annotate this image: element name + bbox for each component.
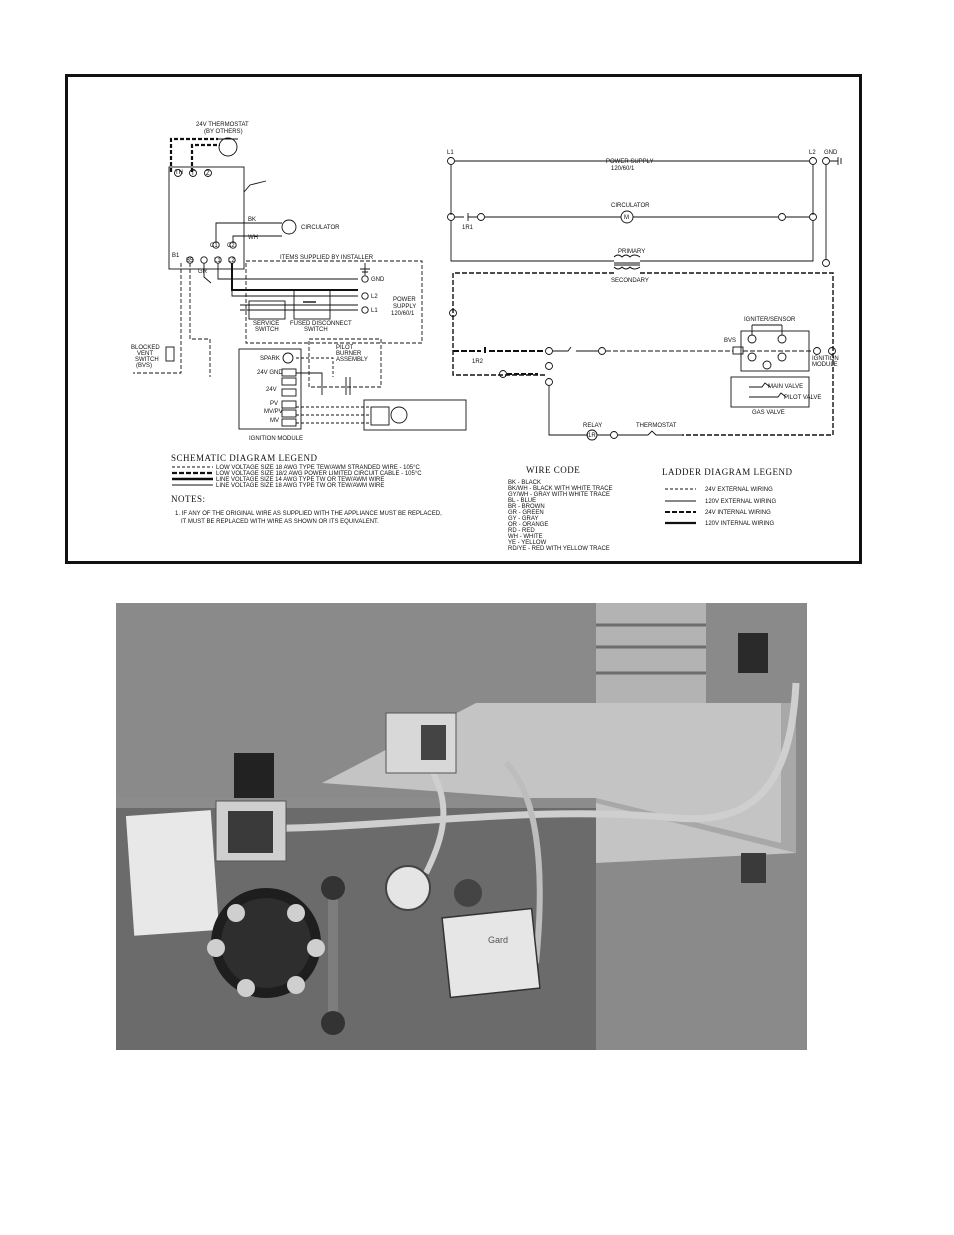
ladder-legend-title: LADDER DIAGRAM LEGEND <box>662 467 793 477</box>
terminal-b5: B5 <box>186 258 194 264</box>
ladder-igniter-sensor-label: IGNITER/SENSOR <box>744 317 796 323</box>
wire-code-row: WH - WHITE <box>508 534 543 540</box>
power-supply-label-2: SUPPLY <box>393 304 417 310</box>
schematic-legend-item-4: LINE VOLTAGE SIZE 18 AWG TYPE TW OR TEW/AWM WIRE <box>216 483 385 489</box>
ladder-power-supply-rating: 120/60/1 <box>611 166 635 172</box>
service-switch-label: SERVICE <box>253 321 280 327</box>
wiring-diagram-svg <box>68 77 859 561</box>
ignition-module-label: IGNITION MODULE <box>249 436 304 442</box>
wire-code-row: BL - BLUE <box>508 498 537 504</box>
ladder-power-supply-label: POWER SUPPLY <box>606 159 654 165</box>
wire-gr-label: GR <box>198 269 207 275</box>
wire-code-row: GR - GREEN <box>508 510 544 516</box>
photo-control-brand: Gard <box>488 935 509 945</box>
wire-code-row: BR - BROWN <box>508 504 545 510</box>
wire-code-row: GY/WH - GRAY WITH WHITE TRACE <box>508 492 610 498</box>
ladder-bvs-label: BVS <box>724 338 737 344</box>
terminal-c2: C2 <box>227 243 235 249</box>
ladder-thermostat-label: THERMOSTAT <box>636 423 677 429</box>
ladder-legend-item-2: 120V EXTERNAL WIRING <box>705 499 777 505</box>
pilot-label-2: BURNER <box>336 351 362 357</box>
wiring-diagram-panel <box>65 74 862 564</box>
gnd24-label: 24V GND <box>257 370 283 376</box>
terminal-z: Z <box>206 171 210 177</box>
power-supply-label: POWER <box>393 297 416 303</box>
ladder-circulator-label: CIRCULATOR <box>611 203 650 209</box>
ladder-l2-label: L2 <box>809 150 816 156</box>
ladder-l1-label: L1 <box>447 150 454 156</box>
boiler-photo-svg <box>116 603 807 1050</box>
mvpv-label: MV/PV <box>264 409 283 415</box>
wire-code-row: GY - GRAY <box>508 516 539 522</box>
ladder-legend-item-4: 120V INTERNAL WIRING <box>705 521 775 527</box>
ladder-primary-label: PRIMARY <box>618 249 646 255</box>
ladder-motor-label: M <box>624 215 629 221</box>
ladder-legend-item-3: 24V INTERNAL WIRING <box>705 510 771 516</box>
terminal-c1: C1 <box>210 243 218 249</box>
terminal-th: TH <box>175 170 183 176</box>
pilot-valve-label: PILOT VALVE <box>784 395 822 401</box>
ladder-1r2-label: 1R2 <box>472 359 484 365</box>
wire-code-row: OR - ORANGE <box>508 522 549 528</box>
relay-coil-label: 1R <box>588 433 596 439</box>
terminal-l2: L2 <box>228 258 235 264</box>
notes-line-1: 1. IF ANY OF THE ORIGINAL WIRE AS SUPPLIED WITH THE APPLIANCE MUST BE REPLACED, <box>175 511 442 517</box>
relay-label: RELAY <box>583 423 603 429</box>
spark-label: SPARK <box>260 356 280 362</box>
wire-wh-label: WH <box>248 235 258 241</box>
gnd-label: GND <box>371 277 385 283</box>
power-supply-rating: 120/60/1 <box>391 311 415 317</box>
wire-code-list <box>508 480 613 552</box>
ladder-1r1-label: 1R1 <box>462 225 474 231</box>
schematic-legend-item-3: LINE VOLTAGE SIZE 14 AWG TYPE TW OR TEW/AWM WIRE <box>216 477 385 483</box>
schematic-legend-item-1: LOW VOLTAGE SIZE 18 AWG TYPE TEW/AWM STRANDED WIRE - 105°C <box>216 465 420 471</box>
l2-label: L2 <box>371 294 378 300</box>
notes-title: NOTES: <box>171 494 206 504</box>
schematic-legend-item-2: LOW VOLTAGE SIZE 18/2 AWG POWER LIMITED CIRCUIT CABLE - 105°C <box>216 471 422 477</box>
thermostat-label: 24V THERMOSTAT <box>196 122 249 128</box>
wire-code-row: BK/WH - BLACK WITH WHITE TRACE <box>508 486 613 492</box>
wire-code-row: RD/YE - RED WITH YELLOW TRACE <box>508 546 610 552</box>
bvs-label-4: (BVS) <box>136 363 153 369</box>
bvs-label-1: BLOCKED <box>131 345 160 351</box>
circulator-label: CIRCULATOR <box>301 225 340 231</box>
terminal-b1: B1 <box>172 253 180 259</box>
notes-line-2: IT MUST BE REPLACED WITH WIRE AS SHOWN OR ITS EQUIVALENT. <box>181 519 379 525</box>
ladder-ignition-module-label: IGNITION <box>812 356 839 362</box>
terminal-t: T <box>191 171 195 177</box>
pilot-label-3: ASSEMBLY <box>336 357 368 363</box>
service-switch-label-2: SWITCH <box>255 327 279 333</box>
boiler-photo <box>116 603 807 1050</box>
ladder-secondary-label: SECONDARY <box>611 278 649 284</box>
ladder-ignition-module-label-2: MODULE <box>812 362 838 368</box>
bvs-label-3: SWITCH <box>135 357 159 363</box>
gas-valve-label: GAS VALVE <box>752 410 785 416</box>
ladder-legend-item-1: 24V EXTERNAL WIRING <box>705 487 773 493</box>
mv-label: MV <box>270 418 279 424</box>
v24-label: 24V <box>266 387 277 393</box>
ladder-gnd-label: GND <box>824 150 838 156</box>
pilot-label-1: PILOT <box>336 345 354 351</box>
main-valve-label: MAIN VALVE <box>768 384 804 390</box>
pv-label: PV <box>270 401 279 407</box>
fused-disconnect-label-2: SWITCH <box>304 327 328 333</box>
terminal-l1: L1 <box>214 258 221 264</box>
l1-label: L1 <box>371 308 378 314</box>
schematic-legend-title: SCHEMATIC DIAGRAM LEGEND <box>171 453 318 463</box>
wire-code-row: RD - RED <box>508 528 535 534</box>
bvs-label-2: VENT <box>137 351 154 357</box>
wire-code-title: WIRE CODE <box>526 465 581 475</box>
fused-disconnect-label: FUSED DISCONNECT <box>290 321 352 327</box>
wire-bk-label: BK <box>248 217 257 223</box>
wire-code-row: YE - YELLOW <box>508 540 547 546</box>
installer-box-title: ITEMS SUPPLIED BY INSTALLER <box>280 255 374 261</box>
wire-code-row: BK - BLACK <box>508 480 542 486</box>
thermostat-sub-label: (BY OTHERS) <box>204 129 243 135</box>
